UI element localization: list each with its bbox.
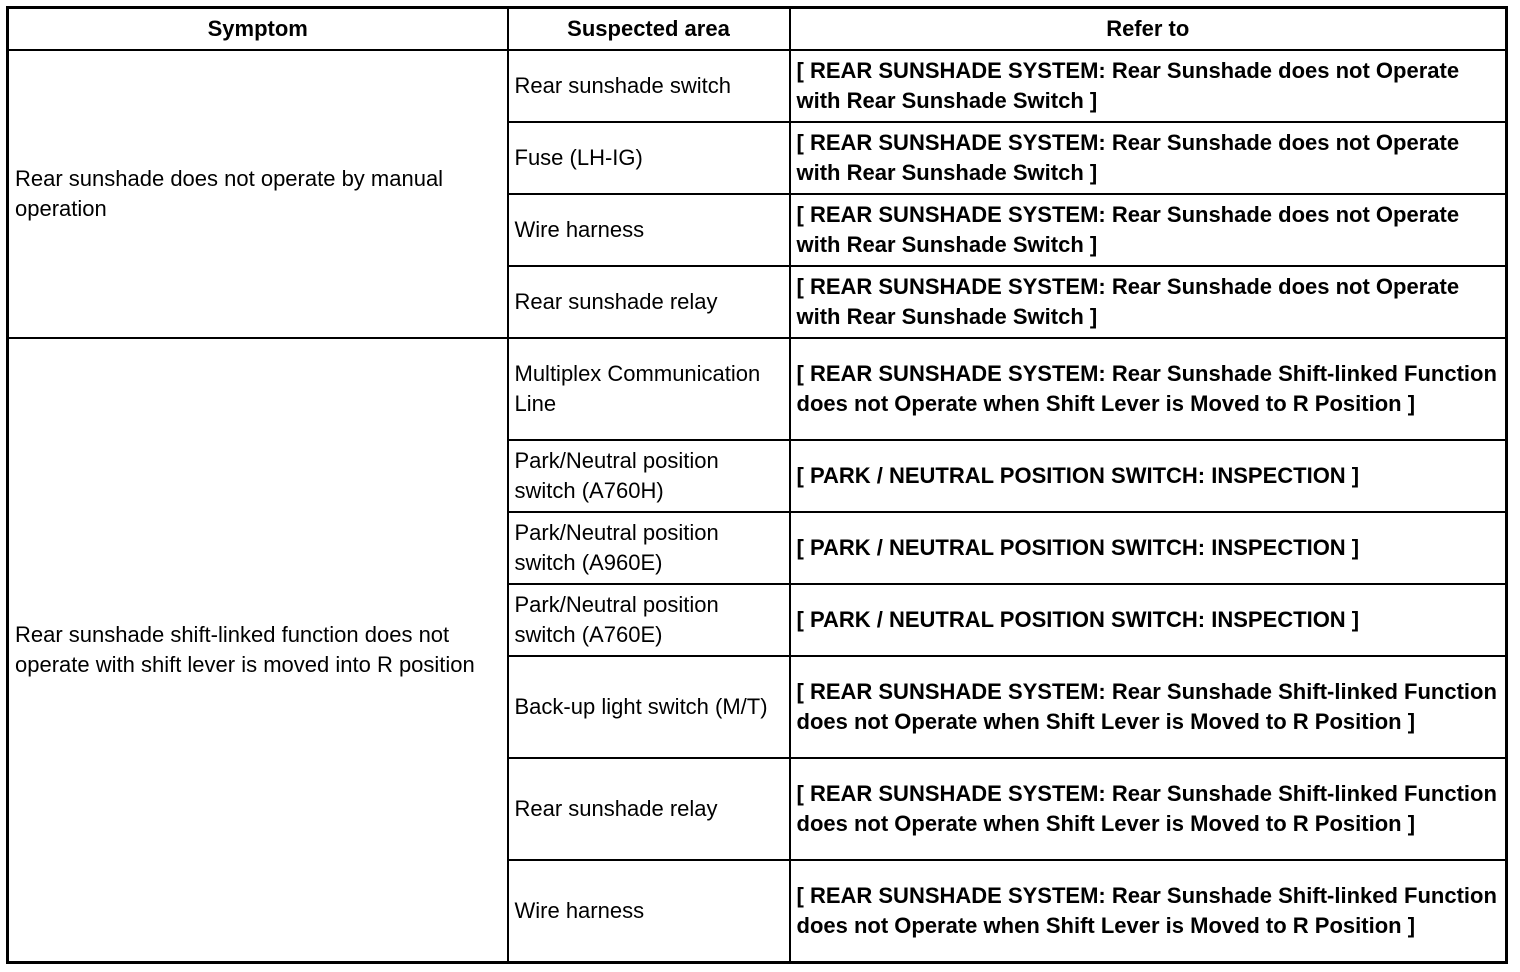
suspected-area-cell: Park/Neutral position switch (A760H) — [508, 440, 790, 512]
header-refer-to: Refer to — [790, 8, 1507, 51]
refer-to-link[interactable]: [ REAR SUNSHADE SYSTEM: Rear Sunshade Shift-linked Function does not Operate when Shift Lever is Moved to R Position ] — [790, 338, 1507, 440]
refer-to-link[interactable]: [ PARK / NEUTRAL POSITION SWITCH: INSPECTION ] — [790, 584, 1507, 656]
refer-to-link[interactable]: [ REAR SUNSHADE SYSTEM: Rear Sunshade does not Operate with Rear Sunshade Switch ] — [790, 266, 1507, 338]
header-symptom: Symptom — [8, 8, 508, 51]
refer-to-link[interactable]: [ PARK / NEUTRAL POSITION SWITCH: INSPECTION ] — [790, 512, 1507, 584]
header-row — [8, 8, 1507, 51]
symptom-cell: Rear sunshade does not operate by manual operation — [8, 50, 508, 338]
refer-to-link[interactable]: [ REAR SUNSHADE SYSTEM: Rear Sunshade does not Operate with Rear Sunshade Switch ] — [790, 122, 1507, 194]
suspected-area-cell: Multiplex Communication Line — [508, 338, 790, 440]
suspected-area-cell: Rear sunshade relay — [508, 266, 790, 338]
suspected-area-cell: Back-up light switch (M/T) — [508, 656, 790, 758]
suspected-area-cell: Wire harness — [508, 860, 790, 962]
suspected-area-cell: Wire harness — [508, 194, 790, 266]
suspected-area-cell: Park/Neutral position switch (A960E) — [508, 512, 790, 584]
table-body — [8, 50, 1507, 962]
refer-to-link[interactable]: [ REAR SUNSHADE SYSTEM: Rear Sunshade Shift-linked Function does not Operate when Shift Lever is Moved to R Position ] — [790, 656, 1507, 758]
suspected-area-cell: Rear sunshade relay — [508, 758, 790, 860]
refer-to-link[interactable]: [ REAR SUNSHADE SYSTEM: Rear Sunshade Shift-linked Function does not Operate when Shift Lever is Moved to R Position ] — [790, 758, 1507, 860]
header-suspected-area: Suspected area — [508, 8, 790, 51]
table-row — [8, 338, 1507, 440]
symptom-cell: Rear sunshade shift-linked function does not operate with shift lever is moved into R position — [8, 338, 508, 962]
refer-to-link[interactable]: [ REAR SUNSHADE SYSTEM: Rear Sunshade does not Operate with Rear Sunshade Switch ] — [790, 50, 1507, 122]
refer-to-link[interactable]: [ REAR SUNSHADE SYSTEM: Rear Sunshade does not Operate with Rear Sunshade Switch ] — [790, 194, 1507, 266]
refer-to-link[interactable]: [ REAR SUNSHADE SYSTEM: Rear Sunshade Shift-linked Function does not Operate when Shift Lever is Moved to R Position ] — [790, 860, 1507, 962]
refer-to-link[interactable]: [ PARK / NEUTRAL POSITION SWITCH: INSPECTION ] — [790, 440, 1507, 512]
troubleshooting-table — [6, 6, 1508, 964]
suspected-area-cell: Rear sunshade switch — [508, 50, 790, 122]
table-row — [8, 50, 1507, 122]
suspected-area-cell: Fuse (LH-IG) — [508, 122, 790, 194]
suspected-area-cell: Park/Neutral position switch (A760E) — [508, 584, 790, 656]
